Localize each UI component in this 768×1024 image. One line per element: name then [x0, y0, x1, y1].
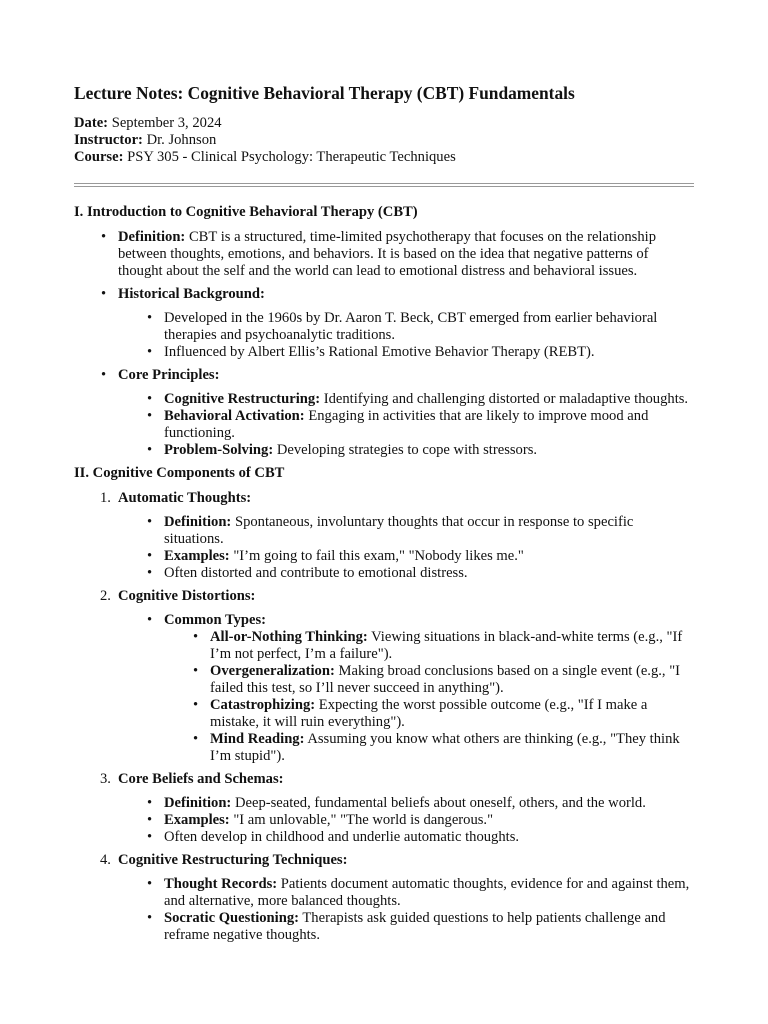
list-item: • Influenced by Albert Ellis’s Rational Emotive Behavior Therapy (REBT).	[164, 344, 694, 361]
numbered-item-cognitive-distortions	[100, 588, 694, 765]
item-label: Examples:	[164, 812, 230, 828]
numbered-item-restructuring-techniques	[100, 852, 694, 944]
item-label: Socratic Questioning:	[164, 910, 299, 926]
list-item	[164, 795, 694, 812]
item-text: Spontaneous, involuntary thoughts that occur in response to specific situations.	[164, 514, 634, 547]
item-text: Viewing situations in black-and-white terms (e.g., "If I’m not perfect, I’m a failure").	[210, 629, 683, 662]
item-label: Core Principles:	[118, 367, 220, 383]
numbered-item-automatic-thoughts	[100, 490, 694, 582]
section-1-list	[74, 229, 694, 459]
sublist	[118, 876, 694, 944]
item-text: Often develop in childhood and underlie automatic thoughts.	[164, 829, 520, 845]
item-text: Deep-seated, fundamental beliefs about oneself, others, and the world.	[234, 795, 646, 811]
item-text: Engaging in activities that are likely to improve mood and functioning.	[164, 408, 649, 441]
item-text: Developing strategies to cope with stressors.	[276, 442, 538, 458]
item-label: Mind Reading:	[210, 731, 305, 747]
section-divider	[74, 183, 694, 187]
item-text: Therapists ask guided questions to help patients challenge and reframe negative thoughts.	[164, 910, 666, 943]
list-item	[164, 876, 694, 910]
sublist	[118, 612, 694, 765]
item-number: 1.	[100, 490, 111, 506]
item-text: Expecting the worst possible outcome (e.g., "If I make a mistake, it will ruin everything").	[210, 697, 648, 730]
item-number: 4.	[100, 852, 111, 868]
list-item	[164, 548, 694, 565]
list-item	[210, 697, 694, 731]
item-label: Overgeneralization:	[210, 663, 335, 679]
item-label: Cognitive Restructuring:	[164, 391, 321, 407]
list-item	[164, 514, 694, 548]
item-text: Patients document automatic thoughts, evidence for and against them, and alternative, more balanced thoughts.	[164, 876, 690, 909]
section-2-list	[74, 490, 694, 944]
meta-course	[74, 149, 694, 166]
list-item	[164, 829, 694, 846]
item-label: Common Types:	[164, 612, 267, 628]
item-number: 2.	[100, 588, 111, 604]
item-label: Catastrophizing:	[210, 697, 316, 713]
list-item: • Developed in the 1960s by Dr. Aaron T. Beck, CBT emerged from earlier behavioral therapies and psychoanalytic traditions.	[164, 310, 694, 344]
item-label: Cognitive Restructuring Techniques:	[118, 852, 348, 868]
list-item	[164, 910, 694, 944]
meta-course-label: Course:	[74, 149, 124, 165]
item-text: CBT is a structured, time-limited psychotherapy that focuses on the relationship between thoughts, emotions, and behaviors. It is based on the idea that negative patterns of thought about the self and the world can lead to emotional distress and behavioral issues.	[118, 229, 656, 279]
item-label: Automatic Thoughts:	[118, 490, 252, 506]
list-item-common-types	[164, 612, 694, 765]
sublist	[118, 795, 694, 846]
meta-course-value: PSY 305 - Clinical Psychology: Therapeutic Techniques	[127, 149, 456, 165]
list-item	[164, 391, 694, 408]
item-text: "I am unlovable," "The world is dangerous."	[233, 812, 494, 828]
item-label: Cognitive Distortions:	[118, 588, 256, 604]
item-label: All-or-Nothing Thinking:	[210, 629, 368, 645]
list-item-history	[118, 286, 694, 361]
item-label: Thought Records:	[164, 876, 278, 892]
item-label: Historical Background:	[118, 286, 265, 302]
list-item-definition	[118, 229, 694, 280]
meta-date	[74, 115, 694, 132]
list-item	[210, 731, 694, 765]
list-item	[164, 408, 694, 442]
meta-instructor-label: Instructor:	[74, 132, 143, 148]
meta-instructor	[74, 132, 694, 149]
item-label: Definition:	[164, 514, 232, 530]
item-label: Definition:	[164, 795, 232, 811]
list-item	[164, 442, 694, 459]
list-item	[164, 565, 694, 582]
numbered-item-core-beliefs	[100, 771, 694, 846]
document-title: Lecture Notes: Cognitive Behavioral Therapy (CBT) Fundamentals	[74, 83, 575, 103]
section-heading-1: I. Introduction to Cognitive Behavioral Therapy (CBT)	[74, 204, 418, 220]
item-text: "I’m going to fail this exam," "Nobody likes me."	[233, 548, 524, 564]
item-text: Often distorted and contribute to emotional distress.	[164, 565, 468, 581]
item-text: Making broad conclusions based on a single event (e.g., "I failed this test, so I’ll never succeed in anything").	[210, 663, 681, 696]
item-text: Identifying and challenging distorted or maladaptive thoughts.	[323, 391, 689, 407]
core-principles-sublist	[118, 391, 694, 459]
item-text: Assuming you know what others are thinking (e.g., "They think I’m stupid").	[210, 731, 680, 764]
item-label: Definition:	[118, 229, 186, 245]
list-item-core-principles	[118, 367, 694, 459]
list-item	[210, 663, 694, 697]
item-label: Core Beliefs and Schemas:	[118, 771, 284, 787]
item-label: Problem-Solving:	[164, 442, 274, 458]
item-label: Behavioral Activation:	[164, 408, 305, 424]
meta-date-value: September 3, 2024	[111, 115, 222, 131]
history-sublist	[118, 310, 694, 361]
item-label: Examples:	[164, 548, 230, 564]
section-heading-2: II. Cognitive Components of CBT	[74, 465, 285, 481]
list-item	[210, 629, 694, 663]
meta-date-label: Date:	[74, 115, 109, 131]
item-number: 3.	[100, 771, 111, 787]
distortion-types-list	[164, 629, 694, 765]
sublist	[118, 514, 694, 582]
meta-instructor-value: Dr. Johnson	[146, 132, 217, 148]
list-item	[164, 812, 694, 829]
